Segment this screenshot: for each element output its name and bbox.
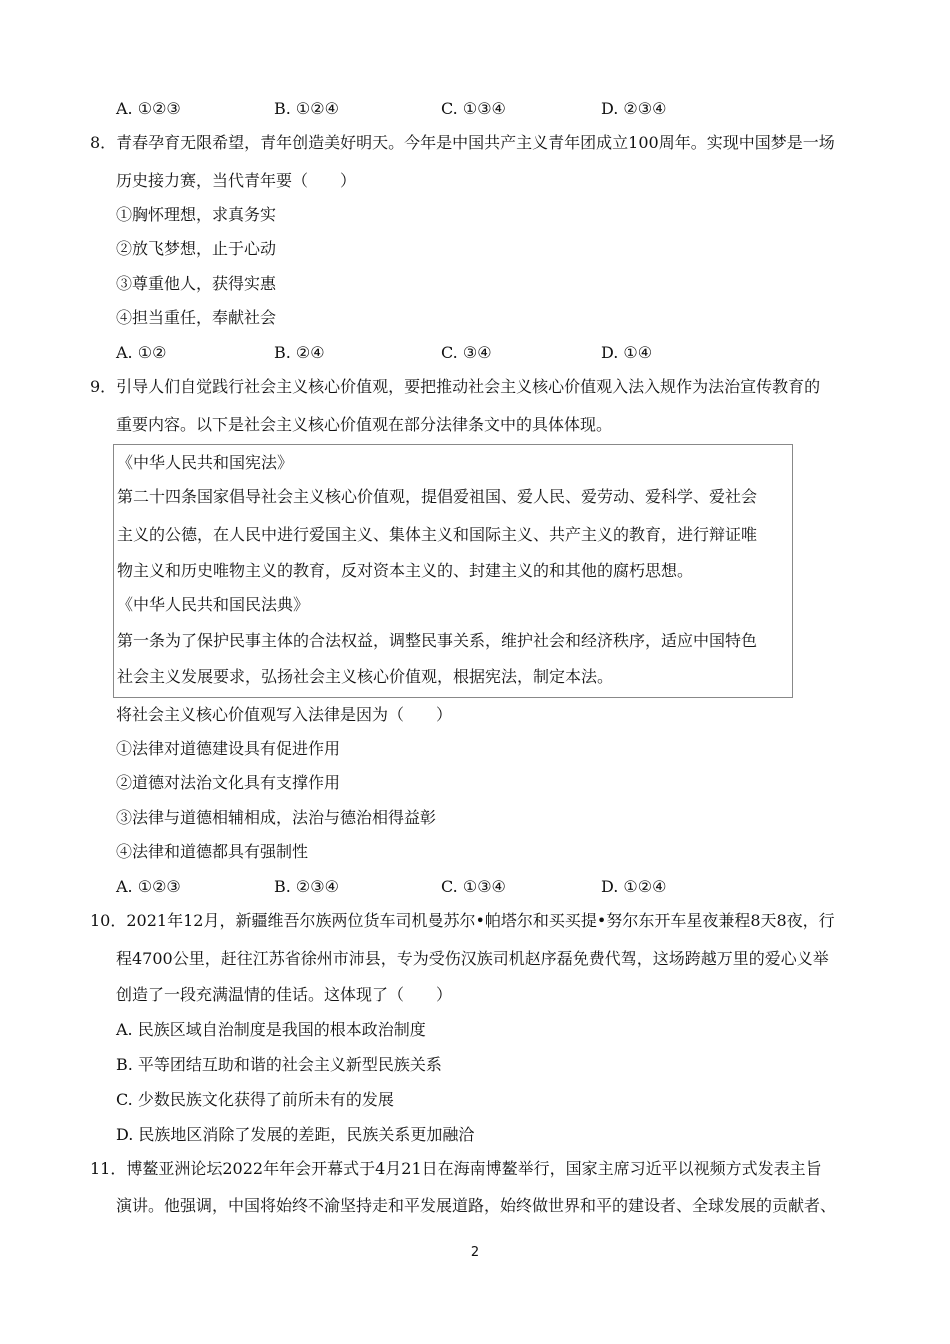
q9-option-b[interactable]: B. ②③④ bbox=[274, 877, 339, 896]
q11-stem-line2: 演讲。他强调，中国将始终不渝坚持走和平发展道路，始终做世界和平的建设者、全球发展的贡献者、 bbox=[116, 1196, 837, 1215]
q10-option-b[interactable]: B. 平等团结互助和谐的社会主义新型民族关系 bbox=[116, 1055, 442, 1074]
box-line-6: 第一条为了保护民事主体的合法权益，调整民事关系，维护社会和经济秩序，适应中国特色 bbox=[117, 631, 758, 650]
q7-option-d[interactable]: D. ②③④ bbox=[601, 99, 667, 118]
box-line-2: 第二十四条国家倡导社会主义核心价值观，提倡爱祖国、爱人民、爱劳动、爱科学、爱社会 bbox=[117, 487, 758, 506]
q8-item-4: ④担当重任，奉献社会 bbox=[116, 308, 277, 327]
q9-item-4: ④法律和道德都具有强制性 bbox=[116, 842, 309, 861]
q8-item-1: ①胸怀理想，求真务实 bbox=[116, 205, 277, 224]
q9-stem-line1: 9．引导人们自觉践行社会主义核心价值观，要把推动社会主义核心价值观入法入规作为法治宣传教育的 bbox=[90, 377, 821, 396]
q9-options bbox=[116, 876, 816, 898]
q8-options bbox=[116, 342, 816, 364]
box-line-3: 主义的公德，在人民中进行爱国主义、集体主义和国际主义、共产主义的教育，进行辩证唯 bbox=[117, 525, 758, 544]
q8-option-b[interactable]: B. ②④ bbox=[274, 343, 325, 362]
q7-option-a[interactable]: A. ①②③ bbox=[116, 99, 181, 118]
q7-option-c[interactable]: C. ①③④ bbox=[441, 99, 506, 118]
q8-option-d[interactable]: D. ①④ bbox=[601, 343, 653, 362]
q7-option-b[interactable]: B. ①②④ bbox=[274, 99, 339, 118]
page-number: 2 bbox=[470, 1245, 480, 1260]
q10-option-a[interactable]: A. 民族区域自治制度是我国的根本政治制度 bbox=[116, 1020, 426, 1039]
q9-option-c[interactable]: C. ①③④ bbox=[441, 877, 506, 896]
q10-stem-line3: 创造了一段充满温情的佳话。这体现了（ ） bbox=[116, 985, 453, 1004]
q9-question: 将社会主义核心价值观写入法律是因为（ ） bbox=[116, 705, 453, 724]
q10-stem-line2: 程4700公里，赶往江苏省徐州市沛县，专为受伤汉族司机赵序磊免费代驾，这场跨越万里的爱心义举 bbox=[116, 949, 829, 968]
q10-option-c[interactable]: C. 少数民族文化获得了前所未有的发展 bbox=[116, 1090, 394, 1109]
q9-option-a[interactable]: A. ①②③ bbox=[116, 877, 181, 896]
q7-options bbox=[116, 98, 816, 120]
q9-stem-line2: 重要内容。以下是社会主义核心价值观在部分法律条文中的具体体现。 bbox=[116, 415, 613, 434]
q8-option-c[interactable]: C. ③④ bbox=[441, 343, 492, 362]
box-line-5: 《中华人民共和国民法典》 bbox=[117, 595, 310, 614]
box-line-7: 社会主义发展要求，弘扬社会主义核心价值观，根据宪法，制定本法。 bbox=[117, 667, 614, 686]
q8-item-2: ②放飞梦想，止于心动 bbox=[116, 239, 277, 258]
q10-option-d[interactable]: D. 民族地区消除了发展的差距，民族关系更加融洽 bbox=[116, 1125, 475, 1144]
q10-stem-line1: 10．2021年12月，新疆维吾尔族两位货车司机曼苏尔•帕塔尔和买买提•努尔东开车星夜兼程8天8夜，行 bbox=[90, 911, 835, 930]
q8-stem-line2: 历史接力赛，当代青年要（ ） bbox=[116, 171, 357, 190]
q11-stem-line1: 11．博鳌亚洲论坛2022年年会开幕式于4月21日在海南博鳌举行，国家主席习近平以视频方式发表主旨 bbox=[90, 1159, 822, 1178]
q8-option-a[interactable]: A. ①② bbox=[116, 343, 167, 362]
box-line-4: 物主义和历史唯物主义的教育，反对资本主义的、封建主义的和其他的腐朽思想。 bbox=[117, 561, 694, 580]
q9-option-d[interactable]: D. ①②④ bbox=[601, 877, 667, 896]
box-line-1: 《中华人民共和国宪法》 bbox=[117, 453, 294, 472]
q9-item-1: ①法律对道德建设具有促进作用 bbox=[116, 739, 341, 758]
q9-item-2: ②道德对法治文化具有支撑作用 bbox=[116, 773, 341, 792]
q9-item-3: ③法律与道德相辅相成，法治与德治相得益彰 bbox=[116, 808, 437, 827]
q8-stem-line1: 8．青春孕育无限希望，青年创造美好明天。今年是中国共产主义青年团成立100周年。实现中国梦是一场 bbox=[90, 133, 835, 152]
q8-item-3: ③尊重他人，获得实惠 bbox=[116, 274, 277, 293]
